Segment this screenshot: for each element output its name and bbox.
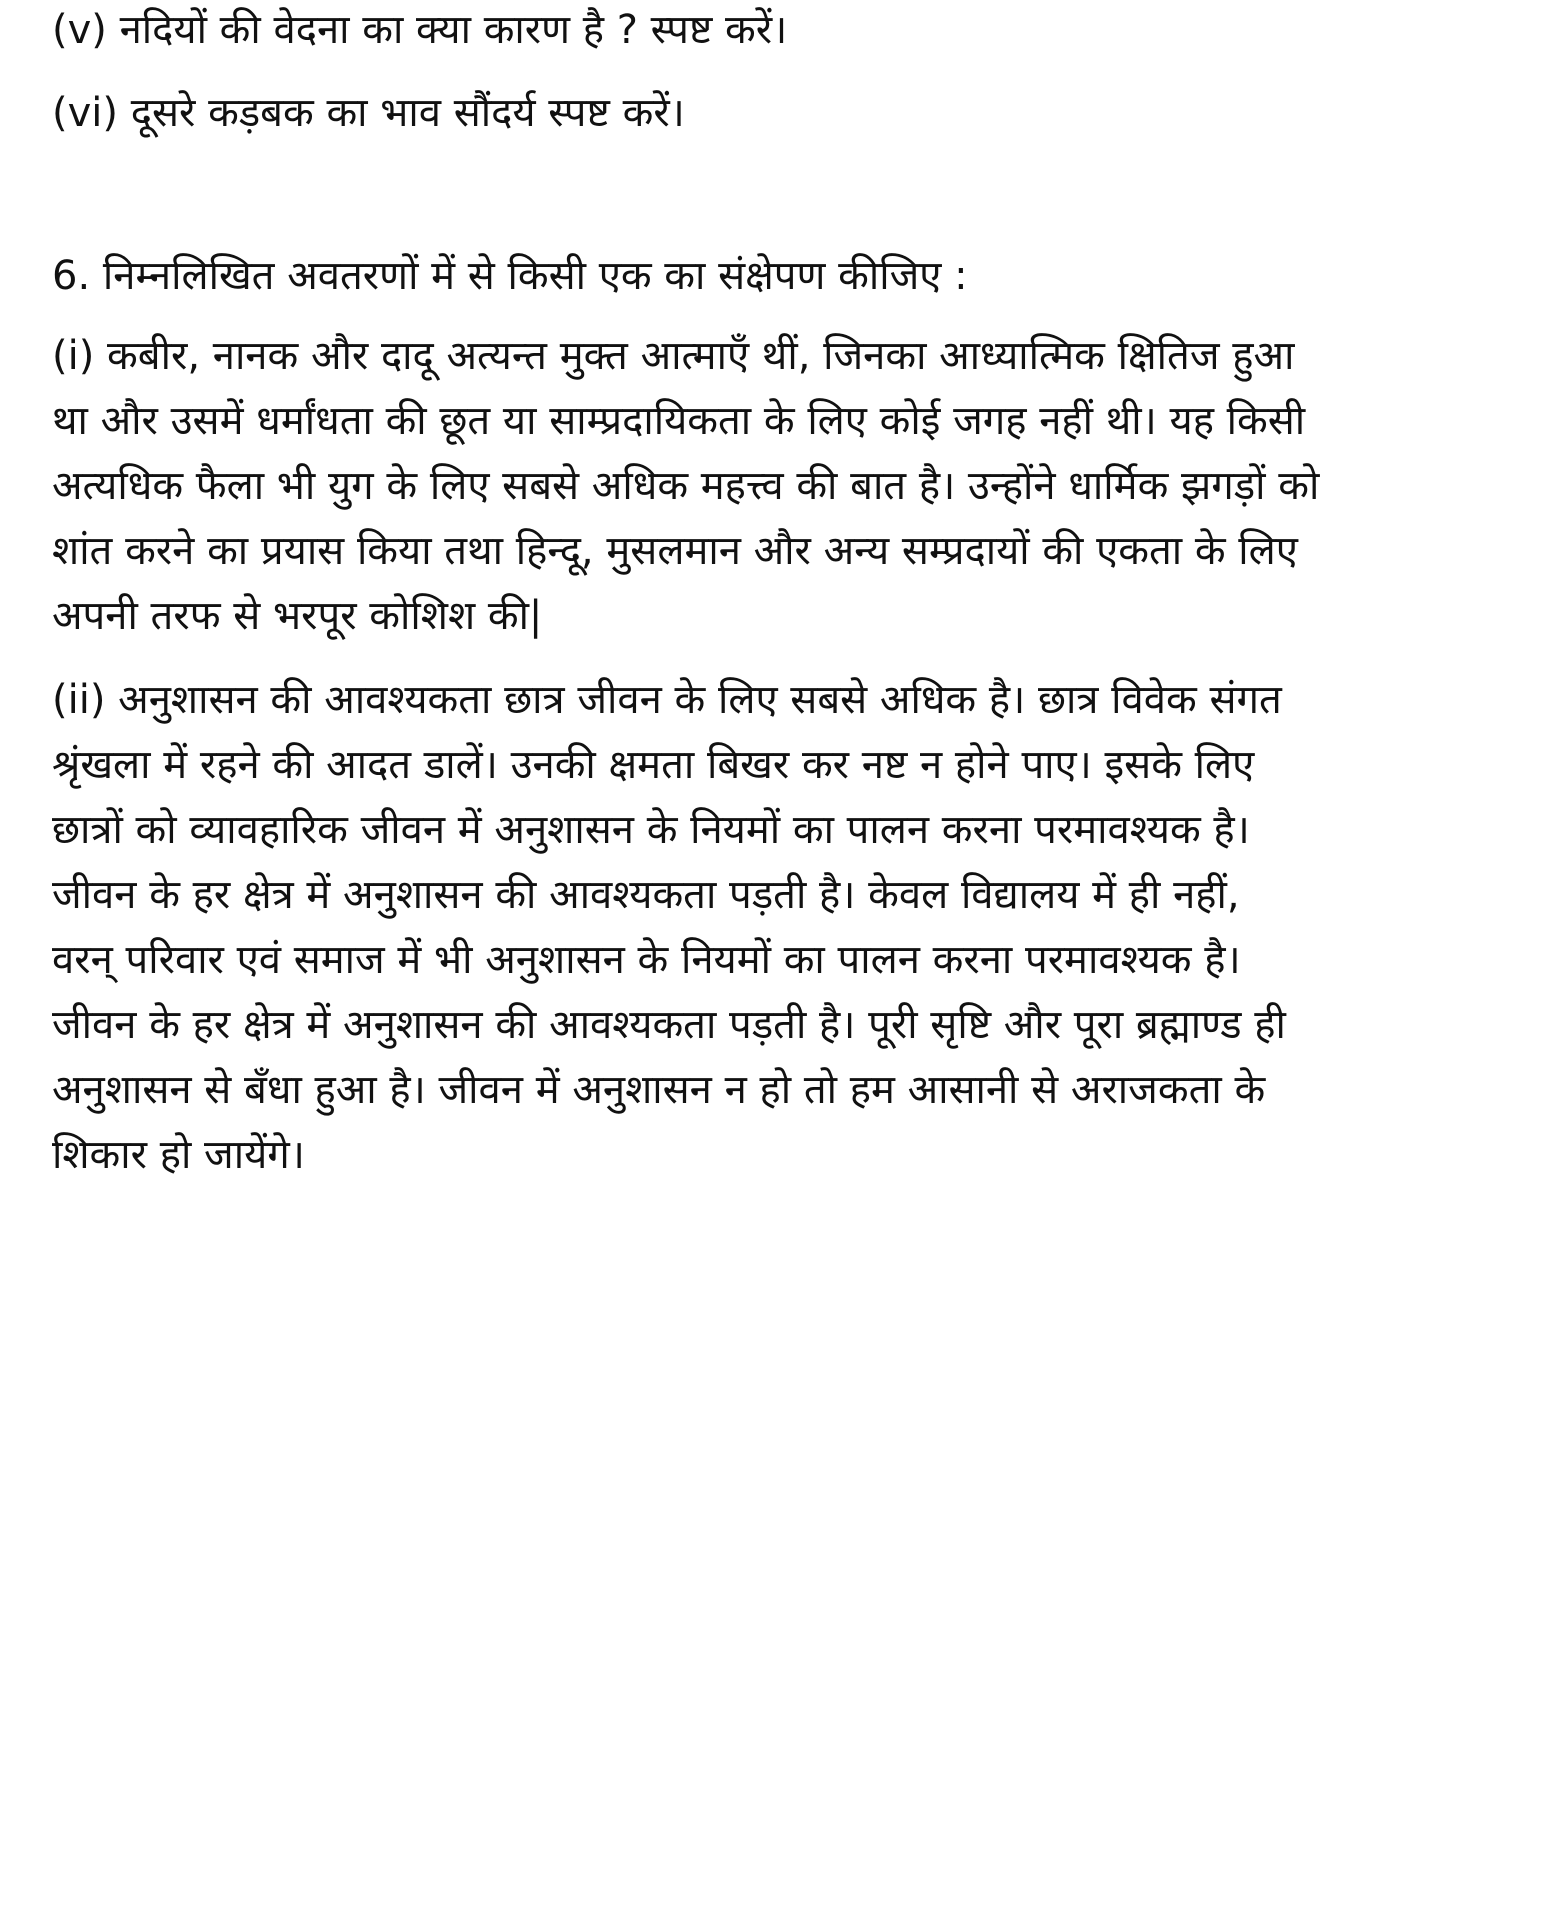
passage-ii-line: अनुशासन से बँधा हुआ है। जीवन में अनुशासन न हो तो हम आसानी से अराजकता के: [52, 1067, 1266, 1113]
passage-i-line: अपनी तरफ से भरपूर कोशिश की|: [52, 593, 543, 639]
passage-ii-line: छात्रों को व्यावहारिक जीवन में अनुशासन के नियमों का पालन करना परमावश्यक है।: [52, 807, 1250, 853]
passage-ii-line: जीवन के हर क्षेत्र में अनुशासन की आवश्यकता पड़ती है। केवल विद्यालय में ही नहीं,: [52, 872, 1240, 918]
passage-ii-line: (ii) अनुशासन की आवश्यकता छात्र जीवन के लिए सबसे अधिक है। छात्र विवेक संगत: [52, 677, 1282, 723]
passage-ii-line: शिकार हो जायेंगे।: [52, 1132, 305, 1178]
passage-ii-line: वरन् परिवार एवं समाज में भी अनुशासन के नियमों का पालन करना परमावश्यक है।: [52, 937, 1241, 983]
passage-i-line: अत्यधिक फैला भी युग के लिए सबसे अधिक महत्त्व की बात है। उन्होंने धार्मिक झगड़ों को: [52, 463, 1320, 509]
question-v: (v) नदियों की वेदना का क्या कारण है ? स्पष्ट करें।: [52, 7, 788, 53]
passage-i-line: (i) कबीर, नानक और दादू अत्यन्त मुक्त आत्माएँ थीं, जिनका आध्यात्मिक क्षितिज हुआ: [52, 333, 1295, 379]
section-6-heading: 6. निम्नलिखित अवतरणों में से किसी एक का संक्षेपण कीजिए :: [52, 253, 968, 299]
passage-i-line: था और उसमें धर्मांधता की छूत या साम्प्रदायिकता के लिए कोई जगह नहीं थी। यह किसी: [52, 398, 1306, 444]
passage-i-line: शांत करने का प्रयास किया तथा हिन्दू, मुसलमान और अन्य सम्प्रदायों की एकता के लिए: [52, 528, 1298, 574]
passage-ii-line: श्रृंखला में रहने की आदत डालें। उनकी क्षमता बिखर कर नष्ट न होने पाए। इसके लिए: [52, 742, 1255, 788]
question-vi: (vi) दूसरे कड़बक का भाव सौंदर्य स्पष्ट करें।: [52, 90, 685, 136]
passage-ii-line: जीवन के हर क्षेत्र में अनुशासन की आवश्यकता पड़ती है। पूरी सृष्टि और पूरा ब्रह्माण्ड ही: [52, 1002, 1286, 1048]
